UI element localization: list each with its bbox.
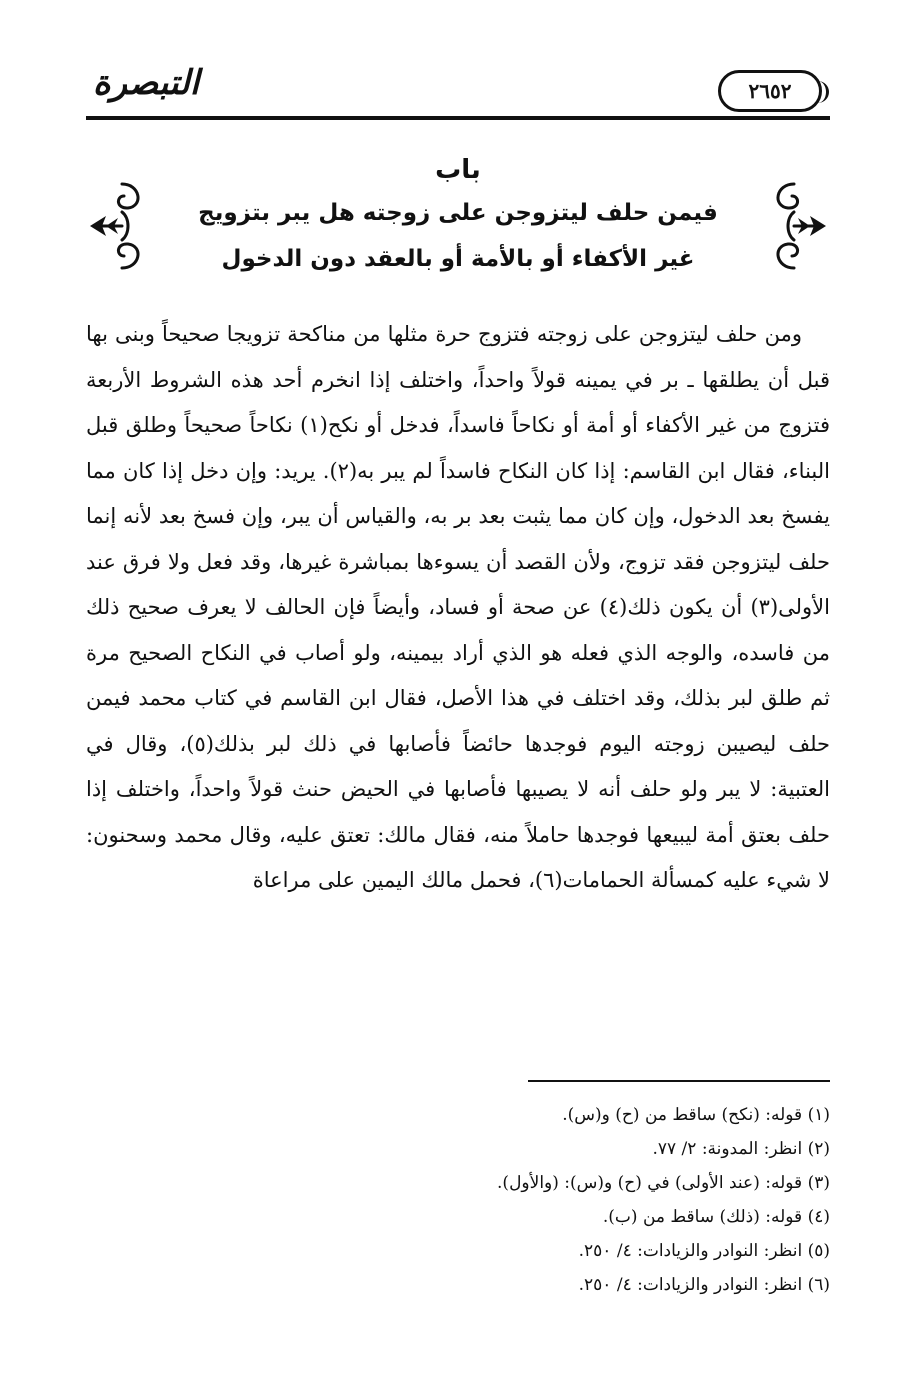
footnote-rule <box>528 1080 830 1082</box>
chapter-title-line-2: غير الأكفاء أو بالأمة أو بالعقد دون الدخول <box>221 246 695 272</box>
book-title-logo: التبصرة <box>92 63 200 103</box>
footnote-6: (٦) انظر: النوادر والزيادات: ٤/ ٢٥٠. <box>578 1275 830 1295</box>
footnote-4: (٤) قوله: (ذلك) ساقط من (ب). <box>602 1207 830 1227</box>
footnotes <box>86 1098 830 1338</box>
header-rule <box>86 116 830 120</box>
chapter-label: باب <box>435 155 481 185</box>
body-paragraph: ومن حلف ليتزوجن على زوجته فتزوج حرة مثلها من مناكحة تزويجا صحيحاً وبنى بها قبل أن يطلقها ـ بر في يمينه قولاً واحداً، واختلف إذا انخرم أحد هذه الشروط الأربعة فتزوج من غير الأكفاء أو أمة أو نكاحاً فاسداً، فدخل أو نكح(١) نكاحاً صحيحاً وطلق قبل البناء، فقال ابن القاسم: إذا كان النكاح فاسداً لم يبر به(٢). يريد: وإن دخل إذا كان مما يفسخ بعد الدخول، وإن كان مما يثبت بعد بر به، والقياس أن يبر، وإن فسخ بعد لأنه إنما حلف ليتزوجن فقد تزوج، ولأن القصد أن يسوءها بمباشرة غيرها، وقد فعل ولا فرق عند الأولى(٣) أن يكون ذلك(٤) عن صحة أو فساد، وأيضاً فإن الحالف لا يعرف صحيح ذلك من فاسده، والوجه الذي فعله هو الذي أراد بيمينه، ولو أصاب في النكاح الصحيح مرة ثم طلق لبر بذلك، وقد اختلف في هذا الأصل، فقال ابن القاسم في كتاب محمد فيمن حلف ليصيبن زوجته اليوم فوجدها حائضاً فأصابها في ذلك لبر بذلك(٥)، وقال في العتبية: لا يبر ولو حلف أنه لا يصيبها فأصابها في الحيض حنث قولاً واحداً، واختلف إذا حلف بعتق أمة ليبيعها فوجدها حاملاً منه، فقال مالك: تعتق عليه، وقال محمد وسحنون: لا شيء عليه كمسألة الحمامات(٦)، فحمل مالك اليمين على مراعاة <box>86 322 831 892</box>
chapter-title-line-1: فيمن حلف ليتزوجن على زوجته هل يبر بتزويج <box>198 200 718 226</box>
page-number: ٢٦٥٢ <box>718 70 822 112</box>
page-header <box>86 48 830 128</box>
body-text <box>86 312 830 1072</box>
chapter-heading <box>86 150 830 300</box>
footnote-2: (٢) انظر: المدونة: ٢/ ٧٧. <box>652 1139 830 1159</box>
footnote-5: (٥) انظر: النوادر والزيادات: ٤/ ٢٥٠. <box>578 1241 830 1261</box>
footnote-1: (١) قوله: (نكح) ساقط من (ح) و(س). <box>562 1105 830 1125</box>
footnote-3: (٣) قوله: (عند الأولى) في (ح) و(س): (والأول). <box>497 1173 830 1193</box>
